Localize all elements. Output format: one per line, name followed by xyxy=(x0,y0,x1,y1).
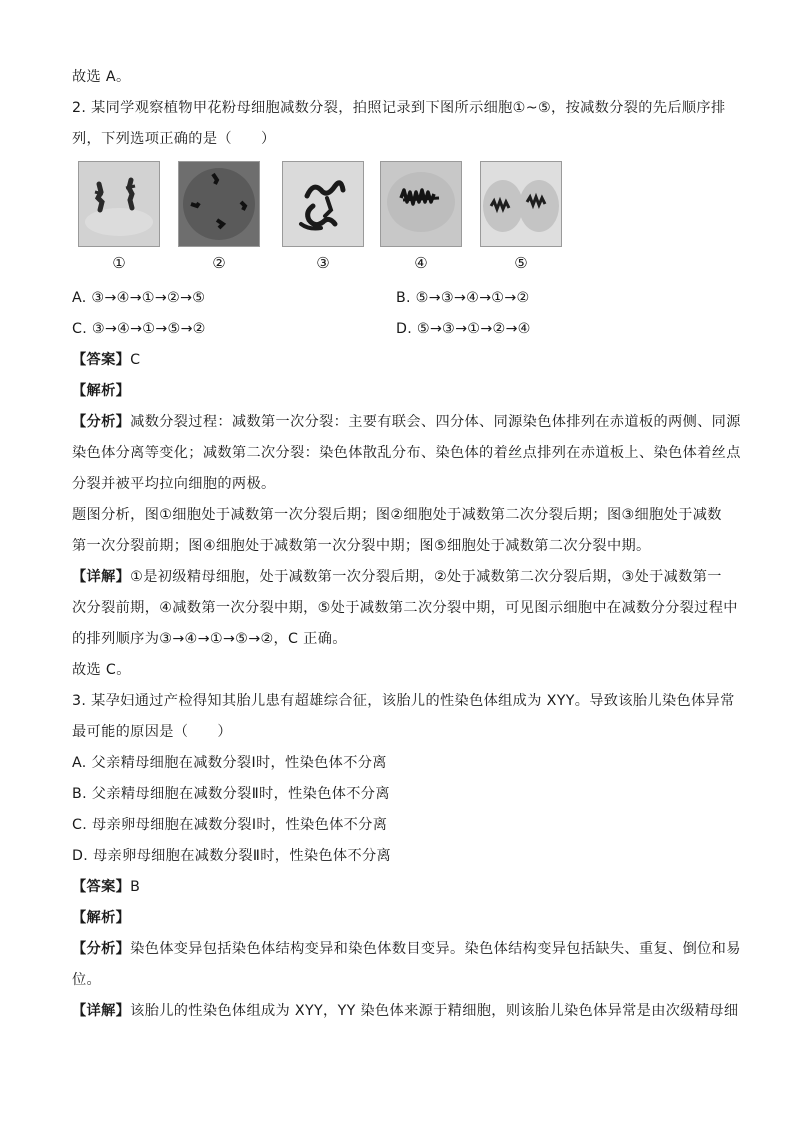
q3-fenxi-line-2: 位。 xyxy=(72,972,102,988)
figure-2 xyxy=(178,161,260,273)
figure-3 xyxy=(282,161,364,273)
q3-analysis-tag: 【解析】 xyxy=(72,910,131,926)
fenxi-tag: 【分析】 xyxy=(72,941,131,957)
q3-option-d: D. 母亲卵母细胞在减数分裂Ⅱ时，性染色体不分离 xyxy=(72,848,392,864)
q3-fenxi-line-1 xyxy=(72,934,741,965)
answer-tag: 【答案】 xyxy=(72,879,131,895)
q2-xiangjie-line-1 xyxy=(72,562,728,593)
q2-analysis-tag: 【解析】 xyxy=(72,383,131,399)
q3-option-c: C. 母亲卵母细胞在减数分裂Ⅰ时，性染色体不分离 xyxy=(72,817,388,833)
fenxi-text: 减数分裂过程：减数第一次分裂：主要有联会、四分体、同源染色体排列在赤道板的两侧、同源 xyxy=(130,414,741,430)
figure-2-label: ② xyxy=(212,254,226,272)
q2-fenxi-line-2: 染色体分离等变化；减数第二次分裂：染色体散乱分布、染色体的着丝点排列在赤道板上、染色体着丝点 xyxy=(72,445,741,461)
q3-stem-line-2: 最可能的原因是（ ） xyxy=(72,724,232,740)
q2-options xyxy=(72,283,728,345)
xiangjie-tag: 【详解】 xyxy=(72,569,131,585)
q3-answer xyxy=(72,872,728,903)
answer-value: B xyxy=(130,879,141,895)
fenxi-text: 染色体变异包括染色体结构变异和染色体数目变异。染色体结构变异包括缺失、重复、倒位和易 xyxy=(130,941,741,957)
q2-option-a: A. ③→④→①→②→⑤ xyxy=(72,290,206,306)
figure-1-label: ① xyxy=(112,254,126,272)
q2-answer xyxy=(72,345,728,376)
micrograph-5 xyxy=(480,161,562,247)
answer-value: C xyxy=(130,352,141,368)
micrograph-1 xyxy=(78,161,160,247)
q2-fenxi-line-3: 分裂并被平均拉向细胞的两极。 xyxy=(72,476,276,492)
figure-5-label: ⑤ xyxy=(514,254,528,272)
micrograph-3 xyxy=(282,161,364,247)
q2-xiangjie-line-2: 次分裂前期，④减数第一次分裂中期，⑤处于减数第二次分裂中期，可见图示细胞中在减数分分裂过程中 xyxy=(72,600,738,616)
q3-stem-line-1: 3. 某孕妇通过产检得知其胎儿患有超雄综合征，该胎儿的性染色体组成为 XYY。导致该胎儿染色体异常 xyxy=(72,693,735,709)
q2-option-d: D. ⑤→③→①→②→④ xyxy=(396,321,531,337)
figure-1 xyxy=(78,161,160,273)
q2-figure-analysis-line-2: 第一次分裂前期；图④细胞处于减数第一次分裂中期；图⑤细胞处于减数第二次分裂中期。 xyxy=(72,538,651,554)
q2-figure-analysis-line-1: 题图分析，图①细胞处于减数第一次分裂后期；图②细胞处于减数第二次分裂后期；图③细胞处于减数 xyxy=(72,507,722,523)
micrograph-2 xyxy=(178,161,260,247)
figure-4 xyxy=(380,161,462,273)
q2-conclusion: 故选 C。 xyxy=(72,662,131,678)
q2-option-c: C. ③→④→①→⑤→② xyxy=(72,321,206,337)
q3-option-b: B. 父亲精母细胞在减数分裂Ⅱ时，性染色体不分离 xyxy=(72,786,390,802)
q1-conclusion: 故选 A。 xyxy=(72,69,131,85)
figure-4-label: ④ xyxy=(414,254,428,272)
xiangjie-text: ①是初级精母细胞，处于减数第一次分裂后期，②处于减数第二次分裂后期，③处于减数第一 xyxy=(130,569,722,585)
figure-5 xyxy=(480,161,562,273)
document-page xyxy=(72,62,741,1027)
q2-xiangjie-line-3: 的排列顺序为③→④→①→⑤→②，C 正确。 xyxy=(72,631,347,647)
q2-figure-row xyxy=(72,157,728,283)
q2-stem-line-2: 列，下列选项正确的是（ ） xyxy=(72,131,276,147)
q3-option-a: A. 父亲精母细胞在减数分裂Ⅰ时，性染色体不分离 xyxy=(72,755,387,771)
xiangjie-text: 该胎儿的性染色体组成为 XYY，YY 染色体来源于精细胞，则该胎儿染色体异常是由次级精母细 xyxy=(130,1003,739,1019)
xiangjie-tag: 【详解】 xyxy=(72,1003,131,1019)
q3-xiangjie-line-1 xyxy=(72,996,739,1027)
figure-3-label: ③ xyxy=(316,254,330,272)
q2-stem-line-1: 2. 某同学观察植物甲花粉母细胞减数分裂，拍照记录到下图所示细胞①~⑤，按减数分裂的先后顺序排 xyxy=(72,100,726,116)
fenxi-tag: 【分析】 xyxy=(72,414,131,430)
q2-fenxi-line-1 xyxy=(72,407,741,438)
q2-option-b: B. ⑤→③→④→①→② xyxy=(396,290,530,306)
answer-tag: 【答案】 xyxy=(72,352,131,368)
micrograph-4 xyxy=(380,161,462,247)
